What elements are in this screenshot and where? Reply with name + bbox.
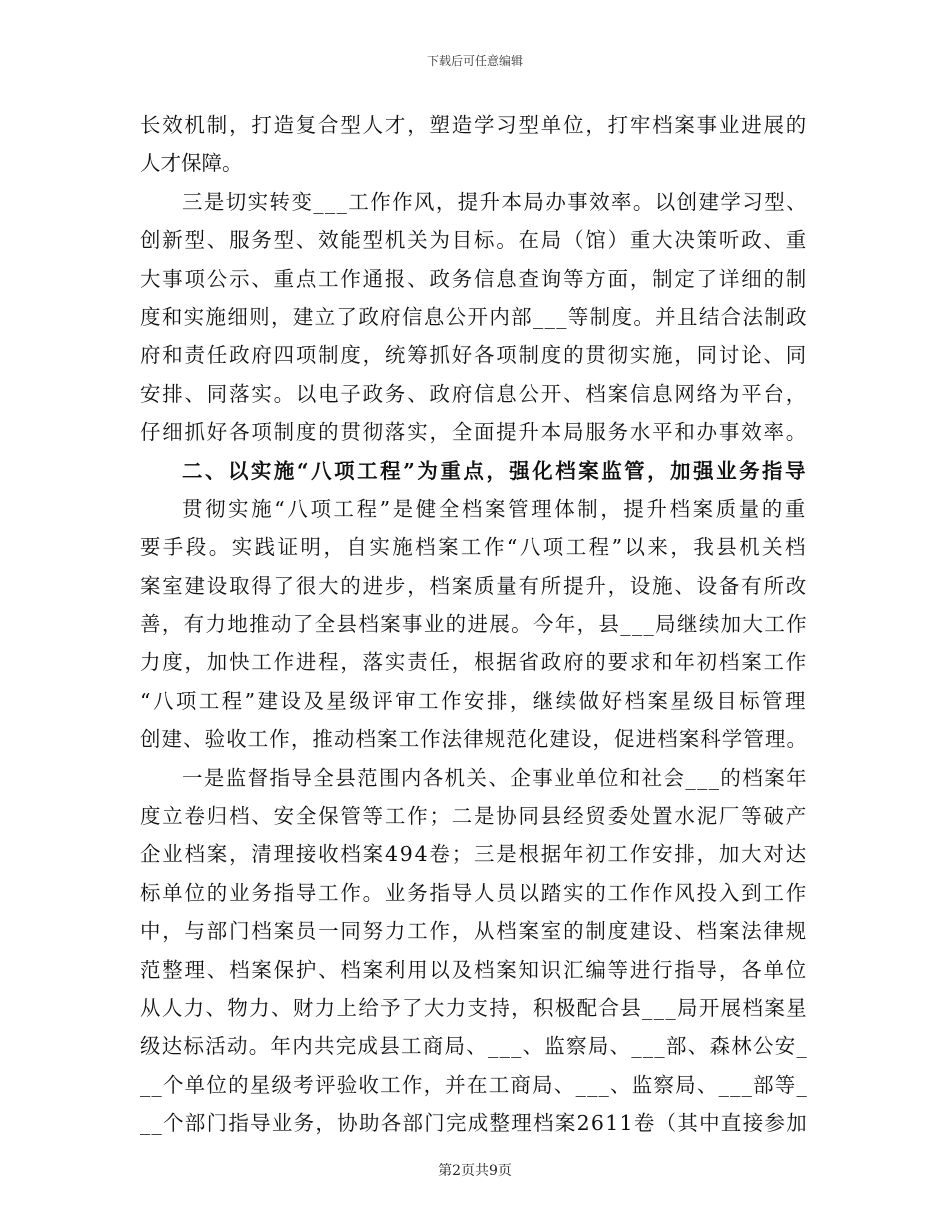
text-line: 创建、验收工作，推动档案工作法律规范化建设，促进档案科学管理。 [140, 727, 808, 752]
page-header: 下载后可任意编辑 [426, 54, 523, 68]
text-line: 标单位的业务指导工作。业务指导人员以踏实的工作作风投入到工作 [140, 880, 808, 905]
text-line: __个部门指导业务，协助各部门完成整理档案2611卷（其中直接参加 [140, 1111, 808, 1136]
text-line: 度和实施细则，建立了政府信息公开内部___等制度。并且结合法制政 [140, 304, 808, 329]
text-line: 贯彻实施“八项工程”是健全档案管理体制，提升档案质量的重 [182, 496, 808, 521]
text-line: 度立卷归档、安全保管等工作；二是协同县经贸委处置水泥厂等破产 [140, 804, 808, 829]
text-line: 级达标活动。年内共完成县工商局、___、监察局、___部、森林公安_ [140, 1034, 808, 1059]
text-line: 要手段。实践证明，自实施档案工作“八项工程”以来，我县机关档 [140, 535, 808, 560]
text-line: 仔细抓好各项制度的贯彻落实，全面提升本局服务水平和办事效率。 [140, 420, 808, 445]
page-footer: 第2页共9页 [438, 1163, 512, 1179]
text-line: 从人力、物力、财力上给予了大力支持，积极配合县___局开展档案星 [140, 995, 808, 1020]
document-body [140, 106, 808, 1143]
text-line: 范整理、档案保护、档案利用以及档案知识汇编等进行指导，各单位 [140, 957, 808, 982]
text-line: 企业档案，清理接收档案494卷；三是根据年初工作安排，加大对达 [140, 842, 808, 867]
text-line: 中，与部门档案员一同努力工作，从档案室的制度建设、档案法律规 [140, 919, 808, 944]
text-line: 安排、同落实。以电子政务、政府信息公开、档案信息网络为平台， [140, 381, 808, 406]
text-line: 长效机制，打造复合型人才，塑造学习型单位，打牢档案事业进展的 [140, 113, 808, 137]
text-line: 案室建设取得了很大的进步，档案质量有所提升，设施、设备有所改 [140, 573, 808, 598]
text-line: 力度，加快工作进程，落实责任，根据省政府的要求和年初档案工作 [140, 650, 808, 675]
text-line: 善，有力地推动了全县档案事业的进展。今年，县___局继续加大工作 [140, 612, 808, 637]
text-line: 一是监督指导全县范围内各机关、企事业单位和社会___的档案年 [182, 765, 808, 790]
text-line: 大事项公示、重点工作通报、政务信息查询等方面，制定了详细的制 [140, 266, 808, 291]
section-heading: 二、以实施“八项工程”为重点，强化档案监管，加强业务指导 [182, 458, 808, 483]
text-line: 创新型、服务型、效能型机关为目标。在局（馆）重大决策听政、重 [140, 228, 808, 253]
text-line: “八项工程”建设及星级评审工作安排，继续做好档案星级目标管理 [140, 688, 808, 713]
text-line: 人才保障。 [140, 151, 243, 176]
text-line: 府和责任政府四项制度，统筹抓好各项制度的贯彻实施，同讨论、同 [140, 343, 808, 368]
text-line: __个单位的星级考评验收工作，并在工商局、___、监察局、___部等_ [140, 1072, 808, 1097]
text-line: 三是切实转变___工作作风，提升本局办事效率。以创建学习型、 [182, 189, 808, 214]
